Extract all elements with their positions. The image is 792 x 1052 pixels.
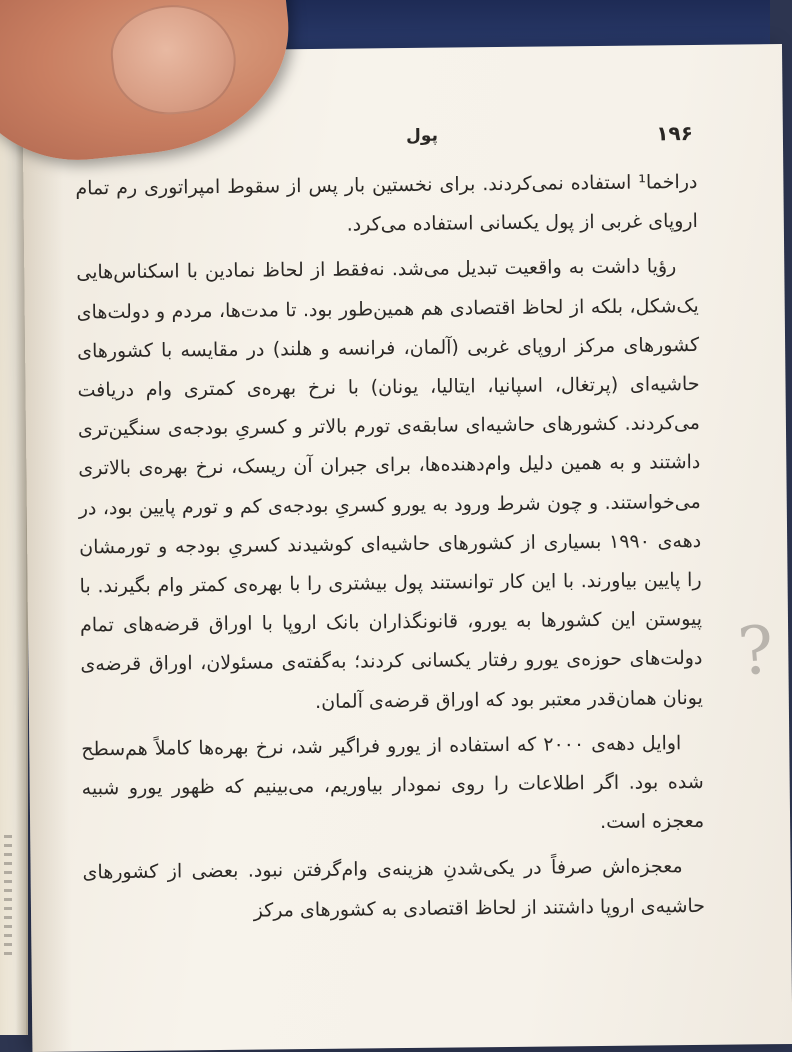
page-number: ۱۹۶ (656, 120, 694, 146)
book-page (22, 44, 792, 1052)
thumbnail (106, 0, 241, 120)
running-title: پول (405, 125, 439, 146)
page-header (353, 121, 693, 155)
body-text (75, 163, 705, 932)
previous-page-text-fragment (4, 835, 12, 955)
paragraph-1: دراخما¹ استفاده نمی‌کردند. برای نخستین بار پس از سقوط امپراتوری رم تمام اروپای غربی از پول یکسانی استفاده می‌کرد. (75, 170, 698, 236)
paragraph-4: معجزه‌اش صرفاً در یکی‌شدنِ هزینه‌ی وام‌گرفتن نبود. بعضی از کشورهای حاشیه‌ی اروپا داشتند از لحاظ اقتصادی به کشورهای مرکز (82, 855, 706, 922)
paragraph-3: اوایل دهه‌ی ۲۰۰۰ که استفاده از یورو فراگیر شد، نرخ بهره‌ها کاملاً هم‌سطح شده بود. اگر اطلاعات را روی نمودار بیاوریم، می‌بینیم که ظهور یورو شبیه معجزه است. (81, 731, 705, 834)
paragraph-2: رؤیا داشت به واقعیت تبدیل می‌شد. نه‌فقط از لحاظ نمادین با اسکناس‌هایی یک‌شکل، بلکه از لحاظ اقتصادی هم همین‌طور بود. تا مدت‌ها، مردم و دولت‌های کشورهای مرکز اروپای غربی (آلمان، فرانسه و هلند) در مقایسه با کشورهای حاشیه‌ای (پرتغال، اسپانیا، ایتالیا، یونان) با نرخ بهره‌ی کمتری وام دریافت می‌کردند. کشورهای حاشیه‌ای سابقه‌ی تورم بالاتر و کسریِ بودجه‌ی سنگین‌تری داشتند و به همین دلیل وام‌دهنده‌ها، برای جبران آن ریسک، نرخ بهره‌ی بالاتری می‌خواستند. و چون شرط ورود به یورو کسریِ بودجه‌ی کم و تورم پایین بود، در دهه‌ی ۱۹۹۰ بسیاری از کشورهای حاشیه‌ای کوشیدند کسریِ بودجه و تورمشان را پایین بیاورند. با این کار توانستند پول بیشتری را با بهره‌ی کمتر وام بگیرند. با پیوستن این کشورها به یورو، قانونگذاران بانک اروپا با اوراق قرضه‌های تمام دولت‌های حوزه‌ی یورو رفتار یکسانی کردند؛ به‌گفته‌ی مسئولان، اوراق قرضه‌ی یونان همان‌قدر معتبر بود که اوراق قرضه‌ی آلمان. (76, 255, 703, 713)
margin-question-mark: ? (735, 611, 777, 691)
